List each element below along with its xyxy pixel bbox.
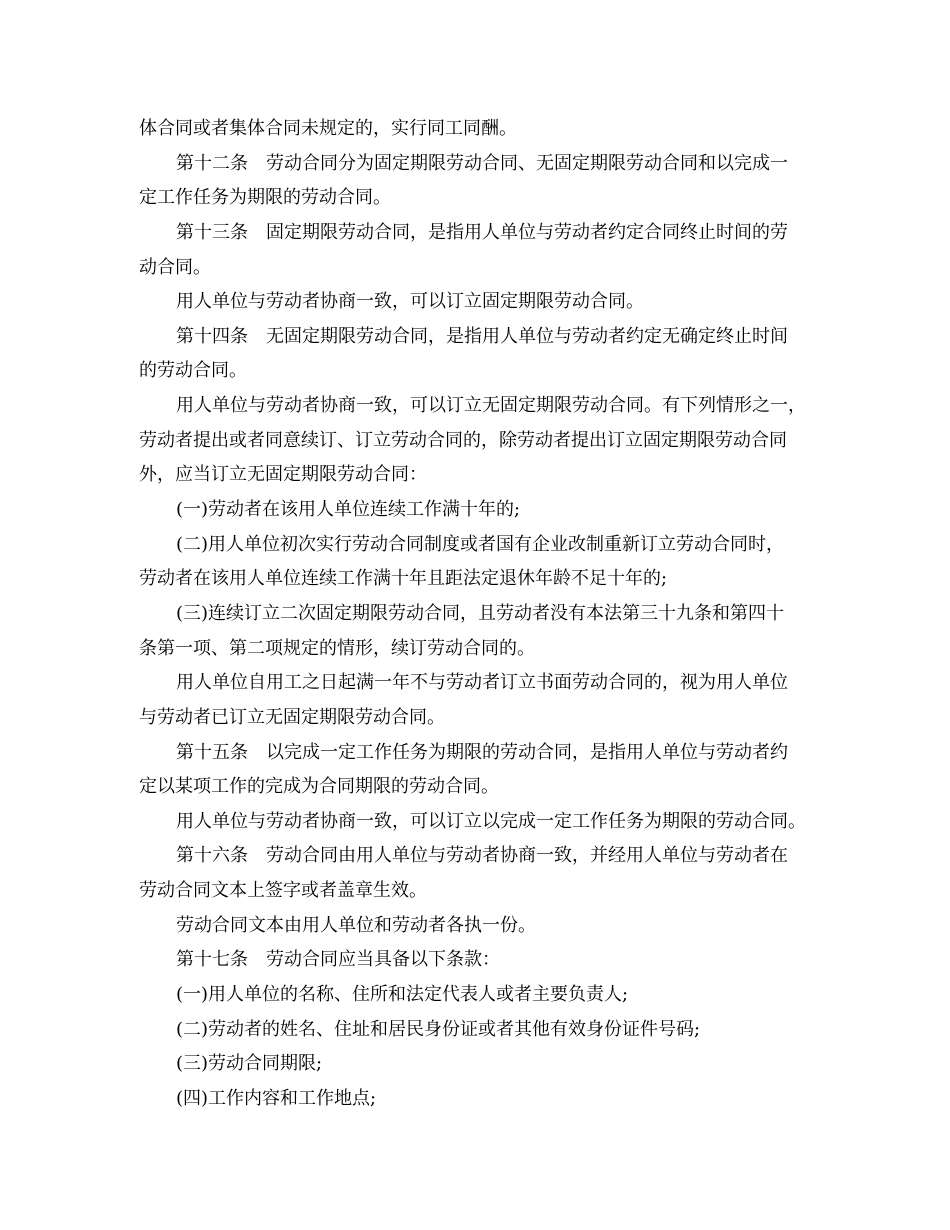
- document-line: (三)劳动合同期限;: [176, 1053, 323, 1075]
- document-line: 条第一项、第二项规定的情形，续订劳动合同的。: [139, 637, 535, 659]
- document-line: 第十七条 劳动合同应当具备以下条款：: [176, 949, 500, 971]
- document-line: 定以某项工作的完成为合同期限的劳动合同。: [139, 776, 499, 798]
- document-line: (三)连续订立二次固定期限劳动合同，且劳动者没有本法第三十九条和第四十: [176, 602, 785, 624]
- document-line: 第十二条 劳动合同分为固定期限劳动合同、无固定期限劳动合同和以完成一: [176, 152, 788, 174]
- document-line: 外，应当订立无固定期限劳动合同：: [139, 464, 427, 486]
- document-line: 劳动者在该用人单位连续工作满十年且距法定退休年龄不足十年的;: [139, 568, 668, 590]
- document-line: 第十六条 劳动合同由用人单位与劳动者协商一致，并经用人单位与劳动者在: [176, 845, 788, 867]
- document-line: 体合同或者集体合同未规定的，实行同工同酬。: [139, 118, 517, 139]
- document-line: (二)劳动者的姓名、住址和居民身份证或者其他有效身份证件号码;: [176, 1018, 701, 1040]
- document-line: 劳动合同文本上签字或者盖章生效。: [139, 880, 427, 902]
- document-line: 定工作任务为期限的劳动合同。: [139, 187, 391, 209]
- document-line: (二)用人单位初次实行劳动合同制度或者国有企业改制重新订立劳动合同时，: [176, 533, 785, 555]
- document-line: 第十三条 固定期限劳动合同，是指用人单位与劳动者约定合同终止时间的劳: [176, 221, 788, 243]
- document-body: [139, 112, 819, 1117]
- document-line: 用人单位与劳动者协商一致，可以订立无固定期限劳动合同。有下列情形之一，: [176, 395, 806, 417]
- document-line: 用人单位与劳动者协商一致，可以订立固定期限劳动合同。: [176, 291, 644, 313]
- document-line: 第十四条 无固定期限劳动合同，是指用人单位与劳动者约定无确定终止时间: [176, 325, 788, 347]
- document-line: 用人单位自用工之日起满一年不与劳动者订立书面劳动合同的，视为用人单位: [176, 672, 788, 694]
- document-line: 的劳动合同。: [139, 360, 247, 382]
- document-line: 劳动合同文本由用人单位和劳动者各执一份。: [176, 914, 536, 936]
- document-line: 与劳动者已订立无固定期限劳动合同。: [139, 706, 445, 728]
- document-line: (一)用人单位的名称、住所和法定代表人或者主要负责人;: [176, 984, 629, 1006]
- document-line: 动合同。: [139, 256, 211, 278]
- document-line: 第十五条 以完成一定工作任务为期限的劳动合同，是指用人单位与劳动者约: [176, 741, 788, 763]
- document-line: 用人单位与劳动者协商一致，可以订立以完成一定工作任务为期限的劳动合同。: [176, 810, 806, 832]
- document-line: 劳动者提出或者同意续订、订立劳动合同的，除劳动者提出订立固定期限劳动合同: [139, 429, 787, 451]
- document-line: (一)劳动者在该用人单位连续工作满十年的;: [176, 499, 521, 521]
- document-line: (四)工作内容和工作地点;: [176, 1087, 377, 1109]
